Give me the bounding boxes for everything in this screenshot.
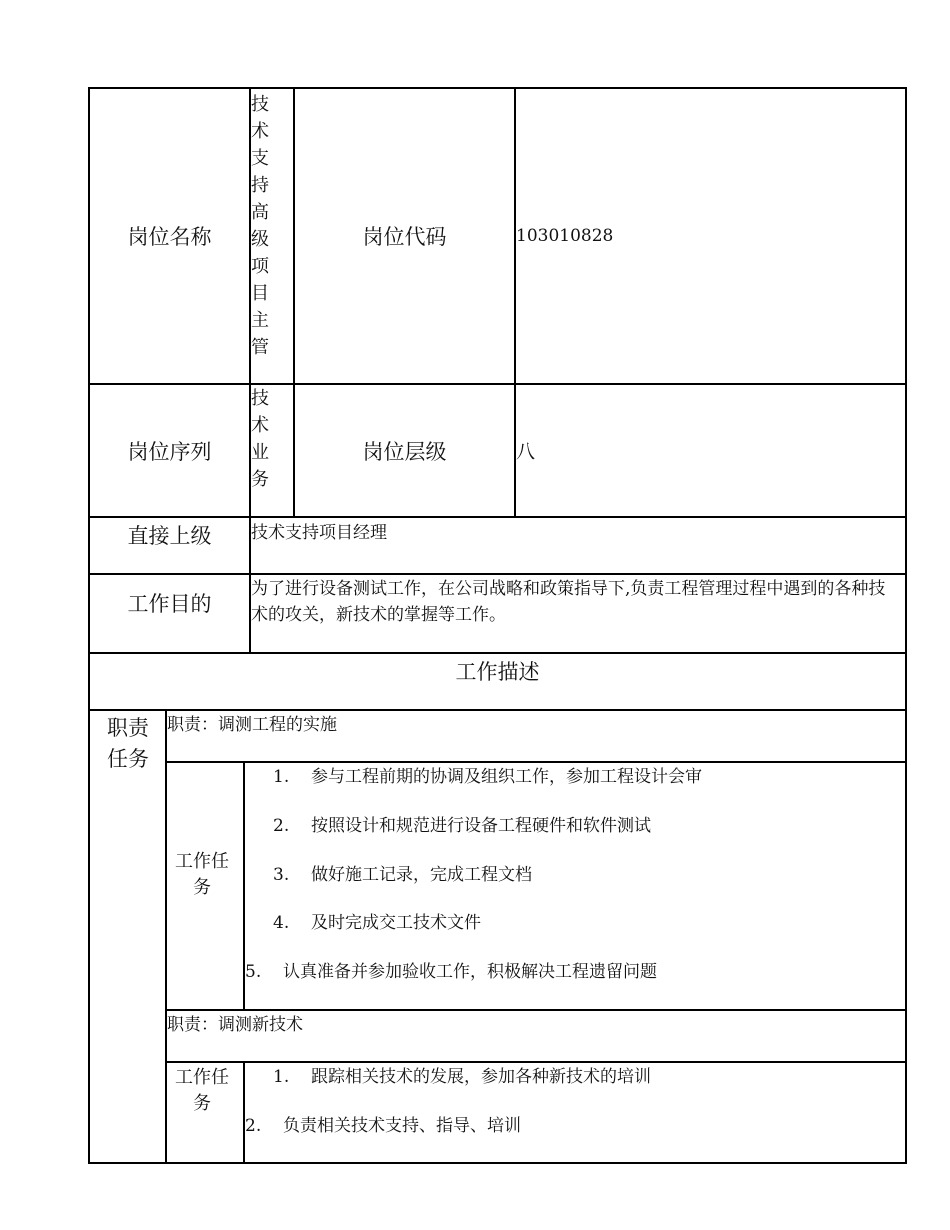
column-divider — [165, 709, 167, 1164]
post-sequence-label: 岗位序列 — [127, 439, 212, 464]
post-level-value: 八 — [516, 441, 536, 463]
post-name-label: 岗位名称 — [127, 225, 212, 249]
list-item: 5. 认真准备并参加验收工作，积极解决工程遗留问题 — [245, 962, 657, 982]
row-divider — [166, 761, 907, 763]
list-item: 1. 参与工程前期的协调及组织工作，参加工程设计会审 — [273, 767, 702, 787]
row-divider — [88, 709, 907, 711]
list-item: 3. 做好施工记录，完成工程文档 — [273, 865, 532, 885]
purpose-value: 为了进行设备测试工作，在公司战略和政策指导下,负责工程管理过程中遇到的各种技术的攻关，新技术的掌握等工作。 — [251, 579, 886, 625]
duty-2-task-label: 工作任务 — [175, 1067, 229, 1114]
post-name-value: 技术支持高级项目主管 — [251, 94, 269, 358]
duty-2-title: 职责：调测新技术 — [167, 1015, 303, 1035]
list-item: 2. 负责相关技术支持、指导、培训 — [245, 1116, 521, 1136]
post-level-label: 岗位层级 — [362, 439, 447, 464]
description-title: 工作描述 — [455, 660, 540, 684]
superior-value: 技术支持项目经理 — [251, 523, 387, 543]
post-sequence-value: 技术业务 — [251, 388, 269, 490]
table-border-right — [905, 87, 907, 1164]
list-item: 2. 按照设计和规范进行设备工程硬件和软件测试 — [273, 816, 651, 836]
duty-task-side-label: 职责任务 — [107, 716, 149, 771]
row-divider — [166, 1061, 907, 1063]
post-code-value: 103010828 — [516, 226, 614, 246]
purpose-label: 工作目的 — [127, 592, 212, 616]
duty-1-task-label: 工作任务 — [175, 851, 229, 898]
list-item: 1. 跟踪相关技术的发展，参加各种新技术的培训 — [273, 1067, 651, 1087]
table-border-bottom — [88, 1162, 907, 1164]
list-item: 4. 及时完成交工技术文件 — [273, 913, 481, 933]
row-divider — [166, 1009, 907, 1011]
duty-1-title: 职责：调测工程的实施 — [167, 715, 337, 735]
post-code-label: 岗位代码 — [362, 225, 447, 249]
superior-label: 直接上级 — [127, 524, 212, 548]
column-divider — [243, 1061, 245, 1164]
